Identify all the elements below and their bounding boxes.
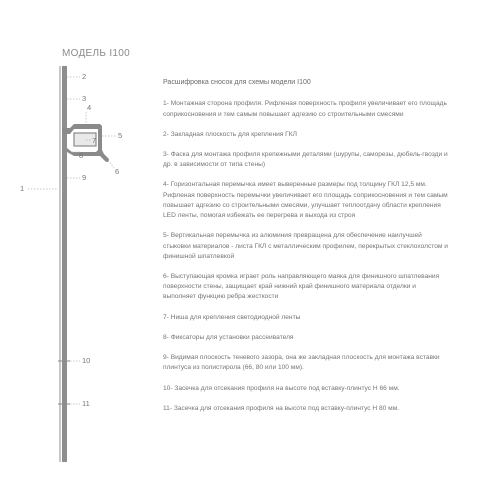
legend-item-5: 5- Вертикальная перемычка из алюминия превращена для обеспечение наилучшей стыковки материалов - листа ГКЛ с металлическим профилем, перекрытых стеклохолстом и финишной шпатлевкой	[163, 232, 448, 260]
legend-item-1: 1- Монтажная сторона профиля. Рифленая поверхность профиля увеличивает его площадь соприкосновения и тем самым повышает адгезию со строительными смесями	[163, 100, 447, 118]
model-title: МОДЕЛЬ I100	[62, 48, 130, 59]
callout-5: 5	[118, 131, 123, 140]
legend	[163, 79, 448, 424]
callout-8: 8	[79, 151, 84, 160]
legend-item-11: 11- Засечка для отсекания профиля на высоте под вставку-плинтус Н 80 мм.	[163, 404, 400, 412]
legend-item-8: 8- Фиксаторы для установки рассеивателя	[163, 333, 294, 341]
legend-item-7: 7- Ниша для крепления светодиодной ленты	[163, 313, 301, 321]
callout-4: 4	[87, 103, 92, 112]
mounting-side	[59, 66, 61, 462]
callout-2: 2	[82, 72, 87, 81]
legend-item-3: 3- Фаска для монтажа профиля крепежными деталями (шурупы, саморезы, дюбель-гвозди и др. в зависимости от типа стены)	[163, 151, 448, 169]
profile-head	[62, 124, 109, 162]
legend-item-6: 6- Выступающая кромка играет роль направляющего маяка для финишного шпатлевания поверхности стены, защищает край нижний край финишного материала отделки и выполняет функцию ребра жесткости	[163, 273, 440, 301]
callout-1: 1	[20, 184, 25, 193]
legend-item-10: 10- Засечка для отсекания профиля на высоте под вставку-плинтус Н 66 мм.	[163, 384, 400, 392]
callout-3: 3	[82, 94, 87, 103]
callout-7: 7	[92, 136, 97, 145]
legend-heading: Расшифровка сносок для схемы модели I100	[163, 79, 311, 86]
profile-wall	[62, 66, 67, 462]
legend-item-4: 4- Горизонтальная перемычка имеет выверенные размеры под толщину ГКЛ 12,5 мм. Рифленая поверхность перемычки увеличивает его площадь соприкосновения и тем самым повышает адгезию со строительными смесями, улучшает теплоотдачу области крепления LED ленты, помогая избежать ее перегрева и выхода из строя	[163, 181, 448, 220]
legend-item-9: 9- Видимая плоскость теневого зазора, она же закладная плоскость для монтажа вставки плинтуса из полистирола (66, 80 или 100 мм).	[163, 354, 440, 372]
callout-9: 9	[82, 173, 87, 182]
callout-6: 6	[115, 167, 120, 176]
callout-10: 10	[82, 356, 91, 365]
callout-11: 11	[82, 399, 90, 408]
legend-item-2: 2- Закладная плоскость для крепления ГКЛ	[163, 130, 297, 138]
